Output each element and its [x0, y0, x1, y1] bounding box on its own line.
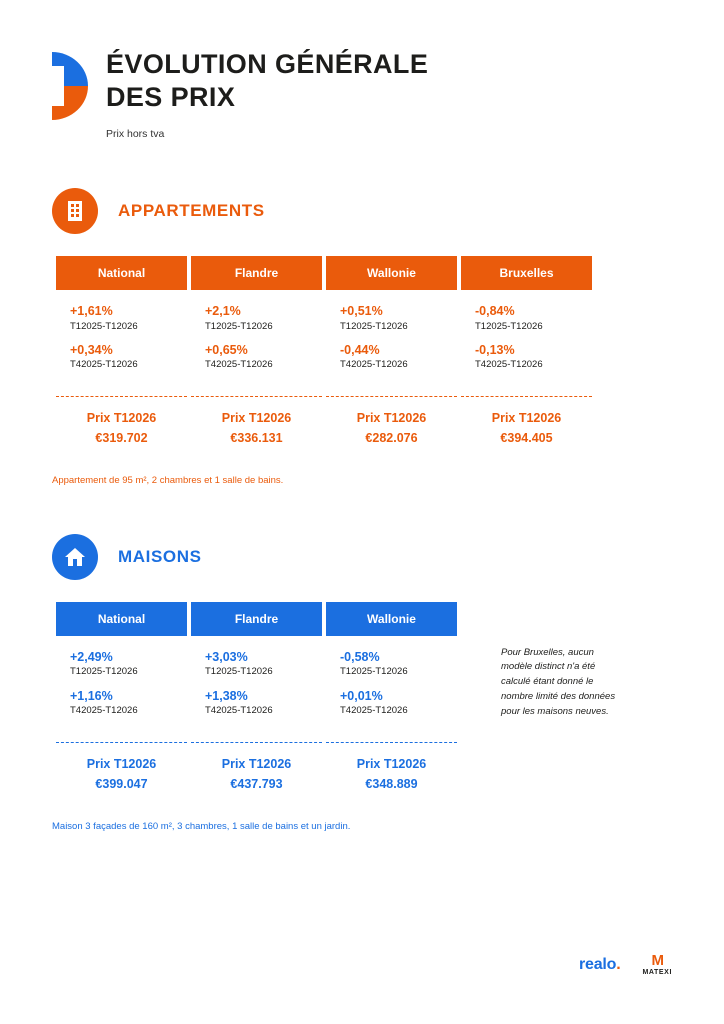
section-header-appartements — [52, 188, 672, 234]
price-value: €394.405 — [500, 430, 553, 445]
period-quarterly: T42025-T12026 — [340, 705, 408, 717]
side-note-bruxelles: Pour Bruxelles, aucun modèle distinct n'a été calculé étant donné le nombre limité des données pour les maisons neuves. — [501, 646, 616, 717]
house-icon — [52, 534, 98, 580]
pct-quarterly: +0,65% — [205, 342, 248, 357]
period-yearly: T12025-T12026 — [205, 320, 273, 332]
price-label: Prix T12026 — [491, 411, 562, 426]
table-header-row — [56, 256, 592, 290]
price-value: €336.131 — [230, 430, 283, 445]
period-quarterly: T42025-T12026 — [205, 359, 273, 371]
cell-price-flandre — [191, 743, 322, 807]
pct-yearly: +0,51% — [340, 303, 383, 318]
pct-yearly: +1,61% — [70, 303, 113, 318]
matexi-logo-mark: M — [651, 952, 663, 969]
price-label: Prix T12026 — [86, 757, 157, 772]
page-subtitle: Prix hors tva — [106, 127, 165, 140]
price-value: €282.076 — [365, 430, 418, 445]
price-value: €399.047 — [95, 776, 148, 791]
period-quarterly: T42025-T12026 — [70, 705, 138, 717]
table-row — [56, 636, 457, 743]
pct-quarterly: +0,34% — [70, 342, 113, 357]
price-label: Prix T12026 — [221, 411, 292, 426]
period-yearly: T12025-T12026 — [340, 666, 408, 678]
section-maisons — [0, 534, 724, 832]
cell-evolution-wallonie — [326, 636, 457, 743]
column-header-national: National — [56, 602, 187, 636]
realo-logo-dot: . — [616, 955, 621, 973]
column-header-wallonie: Wallonie — [326, 256, 457, 290]
price-value: €348.889 — [365, 776, 418, 791]
cell-evolution-national — [56, 636, 187, 743]
column-header-wallonie: Wallonie — [326, 602, 457, 636]
pct-quarterly: +1,38% — [205, 688, 248, 703]
cell-evolution-wallonie — [326, 290, 457, 397]
logo-notch — [52, 66, 64, 106]
column-header-flandre: Flandre — [191, 602, 322, 636]
price-value: €437.793 — [230, 776, 283, 791]
pct-yearly: -0,58% — [340, 649, 380, 664]
table-row — [56, 290, 592, 397]
period-yearly: T12025-T12026 — [340, 320, 408, 332]
pct-yearly: +2,49% — [70, 649, 113, 664]
period-quarterly: T42025-T12026 — [340, 359, 408, 371]
footnote-appartements: Appartement de 95 m², 2 chambres et 1 salle de bains. — [52, 474, 284, 486]
pct-quarterly: +0,01% — [340, 688, 383, 703]
matexi-logo — [642, 953, 672, 976]
section-title-appartements: APPARTEMENTS — [118, 200, 265, 220]
table-row-prices — [56, 397, 592, 461]
column-header-bruxelles: Bruxelles — [461, 256, 592, 290]
table-row-prices — [56, 743, 457, 807]
matexi-logo-text: MATEXI — [642, 969, 672, 976]
realo-arc-logo-icon — [52, 52, 92, 120]
price-label: Prix T12026 — [356, 757, 427, 772]
period-quarterly: T42025-T12026 — [475, 359, 543, 371]
price-label: Prix T12026 — [86, 411, 157, 426]
cell-price-flandre — [191, 397, 322, 461]
title-block — [106, 48, 428, 140]
cell-evolution-flandre — [191, 290, 322, 397]
table-wrap-maisons — [52, 602, 672, 807]
cell-evolution-national — [56, 290, 187, 397]
price-table-maisons — [52, 602, 461, 807]
footnote-maisons: Maison 3 façades de 160 m², 3 chambres, 1 salle de bains et un jardin. — [52, 820, 351, 832]
price-table-appartements — [52, 256, 596, 461]
apartment-building-icon — [52, 188, 98, 234]
cell-evolution-flandre — [191, 636, 322, 743]
page-title-line1: ÉVOLUTION GÉNÉRALE — [106, 49, 429, 79]
period-yearly: T12025-T12026 — [70, 320, 138, 332]
pct-yearly: +3,03% — [205, 649, 248, 664]
column-header-national: National — [56, 256, 187, 290]
pct-quarterly: -0,44% — [340, 342, 380, 357]
section-header-maisons — [52, 534, 672, 580]
realo-logo-text: realo — [578, 955, 617, 973]
period-quarterly: T42025-T12026 — [205, 705, 273, 717]
price-value: €319.702 — [95, 430, 148, 445]
page-header — [0, 0, 724, 140]
period-yearly: T12025-T12026 — [205, 666, 273, 678]
period-quarterly: T42025-T12026 — [70, 359, 138, 371]
period-yearly: T12025-T12026 — [70, 666, 138, 678]
page-title — [106, 48, 428, 114]
cell-evolution-bruxelles — [461, 290, 592, 397]
cell-price-wallonie — [326, 743, 457, 807]
footer-logos — [579, 953, 672, 976]
section-title-maisons: MAISONS — [118, 546, 202, 566]
cell-price-bruxelles — [461, 397, 592, 461]
realo-logo — [579, 956, 621, 974]
pct-yearly: +2,1% — [205, 303, 241, 318]
cell-price-national — [56, 397, 187, 461]
pct-quarterly: -0,13% — [475, 342, 515, 357]
table-wrap-appartements — [52, 256, 672, 461]
pct-yearly: -0,84% — [475, 303, 515, 318]
section-appartements — [0, 188, 724, 486]
cell-price-national — [56, 743, 187, 807]
page-title-line2: DES PRIX — [106, 81, 236, 112]
pct-quarterly: +1,16% — [70, 688, 113, 703]
price-label: Prix T12026 — [356, 411, 427, 426]
cell-price-wallonie — [326, 397, 457, 461]
price-label: Prix T12026 — [221, 757, 292, 772]
column-header-flandre: Flandre — [191, 256, 322, 290]
period-yearly: T12025-T12026 — [475, 320, 543, 332]
table-header-row — [56, 602, 457, 636]
